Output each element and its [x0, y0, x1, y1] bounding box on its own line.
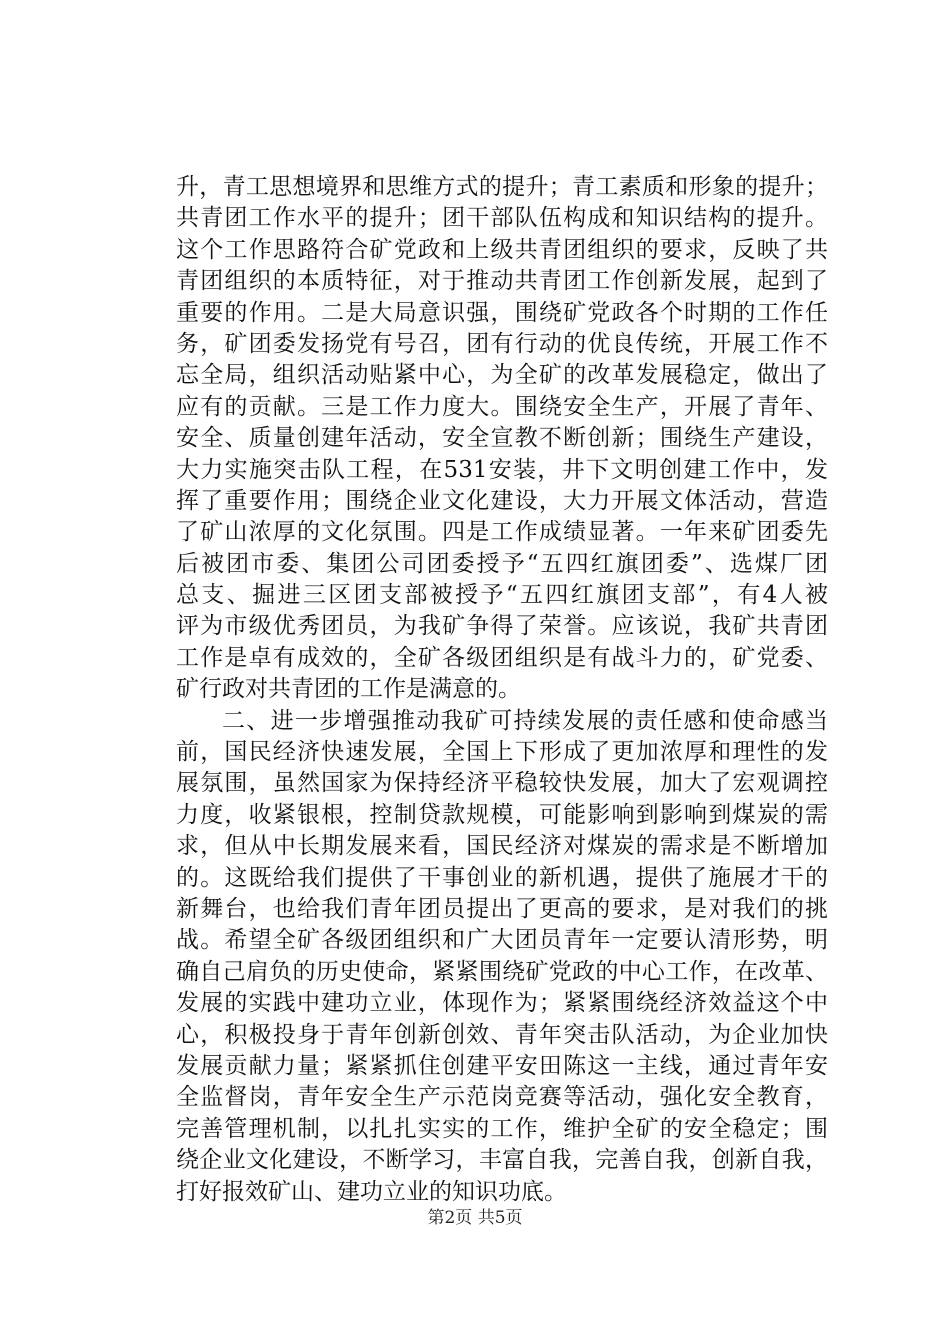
- text-line: 安全、质量创建年活动，安全宣教不断创新；围绕生产建设，: [176, 425, 828, 452]
- text-line: 共青团工作水平的提升；团干部队伍构成和知识结构的提升。: [176, 205, 828, 232]
- text-line: 力度，收紧银根，控制贷款规模，可能影响到影响到煤炭的需: [176, 801, 828, 828]
- text-line: 总支、掘进三区团支部被授予“五四红旗团支部”，有4人被: [176, 582, 828, 609]
- text-line: 后被团市委、集团公司团委授予“五四红旗团委”、选煤厂团: [176, 550, 828, 577]
- text-line: 前，国民经济快速发展，全国上下形成了更加浓厚和理性的发: [176, 739, 828, 766]
- text-line: 这个工作思路符合矿党政和上级共青团组织的要求，反映了共: [176, 236, 828, 263]
- text-line: 新舞台，也给我们青年团员提出了更高的要求，是对我们的挑: [176, 895, 828, 922]
- text-line: 了矿山浓厚的文化氛围。四是工作成绩显著。一年来矿团委先: [176, 519, 828, 546]
- text-line: 升，青工思想境界和思维方式的提升；青工素质和形象的提升；: [176, 174, 828, 200]
- text-line: 忘全局，组织活动贴紧中心，为全矿的改革发展稳定，做出了: [176, 362, 828, 389]
- text-line: 应有的贡献。三是工作力度大。围绕安全生产，开展了青年、: [176, 393, 828, 420]
- text-line: 全监督岗，青年安全生产示范岗竞赛等活动，强化安全教育，: [176, 1084, 828, 1111]
- text-line: 发展贡献力量；紧紧抓住创建平安田陈这一主线，通过青年安: [176, 1052, 828, 1079]
- section-heading-line: 二、进一步增强推动我矿可持续发展的责任感和使命感当: [222, 707, 828, 734]
- text-line: 务，矿团委发扬党有号召，团有行动的优良传统，开展工作不: [176, 330, 828, 357]
- page-number: 第2页 共5页: [427, 1208, 523, 1228]
- text-line: 打好报效矿山、建功立业的知识功底。: [176, 1178, 567, 1205]
- text-line: 展氛围，虽然国家为保持经济平稳较快发展，加大了宏观调控: [176, 770, 828, 797]
- text-line: 确自己肩负的历史使命，紧紧围绕矿党政的中心工作，在改革、: [176, 958, 828, 985]
- text-line: 的。这既给我们提供了干事创业的新机遇，提供了施展才干的: [176, 864, 828, 891]
- text-line: 完善管理机制，以扎扎实实的工作，维护全矿的安全稳定；围: [176, 1115, 828, 1142]
- text-line: 绕企业文化建设，不断学习，丰富自我，完善自我，创新自我，: [176, 1147, 828, 1174]
- text-line: 评为市级优秀团员，为我矿争得了荣誉。应该说，我矿共青团: [176, 613, 828, 640]
- text-line: 战。希望全矿各级团组织和广大团员青年一定要认清形势，明: [176, 927, 828, 954]
- body-text: [176, 172, 828, 1208]
- text-line: 挥了重要作用；围绕企业文化建设，大力开展文体活动，营造: [176, 487, 828, 514]
- text-line: 青团组织的本质特征，对于推动共青团工作创新发展，起到了: [176, 268, 828, 295]
- text-line: 大力实施突击队工程，在531安装，井下文明创建工作中，发: [176, 456, 828, 483]
- text-line: 矿行政对共青团的工作是满意的。: [176, 676, 521, 703]
- text-line: 心，积极投身于青年创新创效、青年突击队活动，为企业加快: [176, 1021, 828, 1048]
- text-line: 求，但从中长期发展来看，国民经济对煤炭的需求是不断增加: [176, 833, 828, 860]
- text-line: 工作是卓有成效的，全矿各级团组织是有战斗力的，矿党委、: [176, 644, 828, 671]
- text-line: 发展的实践中建功立业，体现作为；紧紧围绕经济效益这个中: [176, 990, 828, 1017]
- text-line: 重要的作用。二是大局意识强，围绕矿党政各个时期的工作任: [176, 299, 828, 326]
